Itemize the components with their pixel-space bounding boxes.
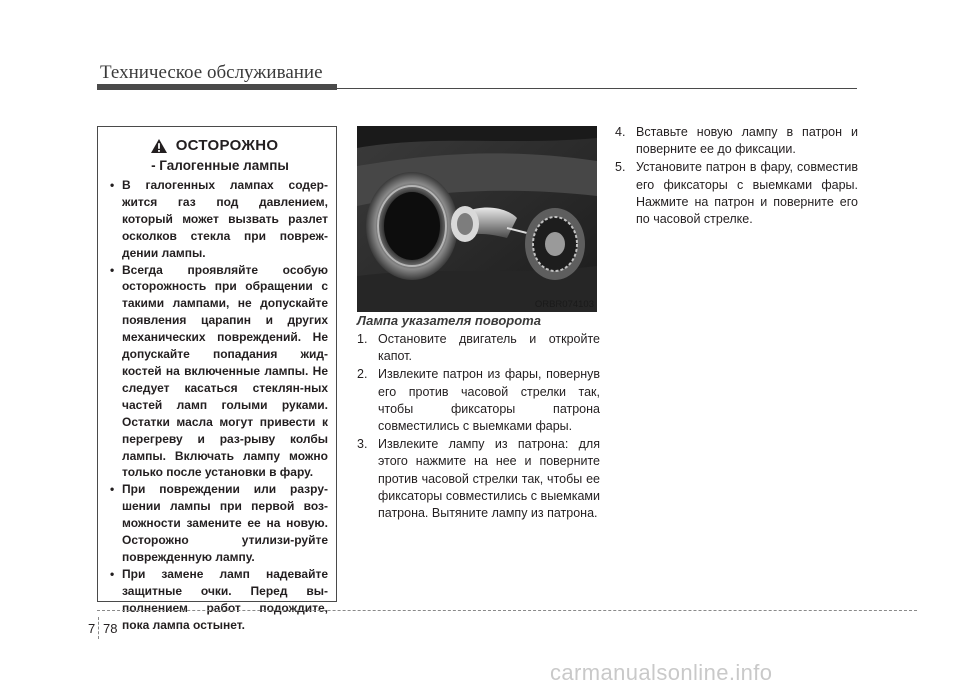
bullet-icon: • [110,482,115,497]
watermark: carmanualsonline.info [550,660,773,685]
figure-code: ORBR074103 [534,299,594,310]
page-chapter: 7 [88,621,96,636]
caution-item [108,177,328,262]
bullet-icon: • [110,178,115,192]
caution-item-text: В галогенных лампах содер-жится газ под давлением, который может вызвать разлет осколков стекла при повреж-дении лампы. [122,178,328,260]
header-rule [337,88,857,89]
step-item [615,124,858,158]
footer-rule [97,610,917,611]
step-text: Вставьте новую лампу в патрон и поверните ее до фиксации. [636,125,858,157]
caution-item-text: При замене ламп надевайте защитные очки. Перед вы-полнением работ подождите, пока лампа остынет. [122,566,328,632]
step-item [357,366,600,435]
step-text: Извлеките патрон из фары, повернув его против часовой стрелки так, чтобы фиксаторы патрона совместились с выемками фары. [378,367,600,434]
caution-item-text: Всегда проявляйте особую осторожность при обращении с такими лампами, не допускайте появления царапин и других механических повреждений. Не допускайте попадания жид-костей на включенные лампы. Не следует касаться стеклян-ных частей ламп голыми руками. Остатки масла могут привести к перегреву и раз-рыву колбы лампы. Включать лампу можно только после установки в фару. [122,262,328,480]
warning-triangle-icon [150,138,168,154]
step-item [615,159,858,228]
caution-header [100,137,328,154]
page-number-divider [98,617,99,639]
step-number: 2. [357,367,368,382]
caution-list [108,177,328,633]
caution-title: ОСТОРОЖНО [175,137,279,154]
steps-list-right [615,124,858,229]
turn-signal-lamp-photo [357,126,597,312]
step-item [357,436,600,522]
step-text: Извлеките лампу из патрона: для этого нажмите на нее и поверните против часовой стрелки так, чтобы ее фиксаторы совместились с выемками патрона. Вытяните лампу из патрона. [378,437,600,521]
caution-item [108,566,328,634]
caution-item [108,262,328,482]
page-header-title: Техническое обслуживание [100,62,323,83]
step-number: 4. [615,125,626,139]
caution-subtitle: - Галогенные лампы [151,158,289,173]
step-number: 5. [615,160,626,175]
step-text: Остановите двигатель и откройте капот. [378,332,600,364]
step-item [357,331,600,365]
step-text: Установите патрон в фару, совместив его фиксаторы с выемками фары. Нажмите на патрон и поверните его по часовой стрелке. [636,160,858,227]
section-title: Лампа указателя поворота [357,313,541,328]
caution-item [108,481,328,566]
bullet-icon: • [110,566,115,581]
lamp-socket-illustration [357,126,597,312]
steps-list-middle [357,331,600,523]
page-number: 78 [103,621,118,636]
step-number: 3. [357,437,368,452]
step-number: 1. [357,332,368,346]
bullet-icon: • [110,262,115,277]
header-bar [97,84,337,90]
caution-item-text: При повреждении или разру-шении лампы при первой воз-можности замените ее на новую. Осторожно утилизи-руйте поврежденную лампу. [122,482,328,564]
